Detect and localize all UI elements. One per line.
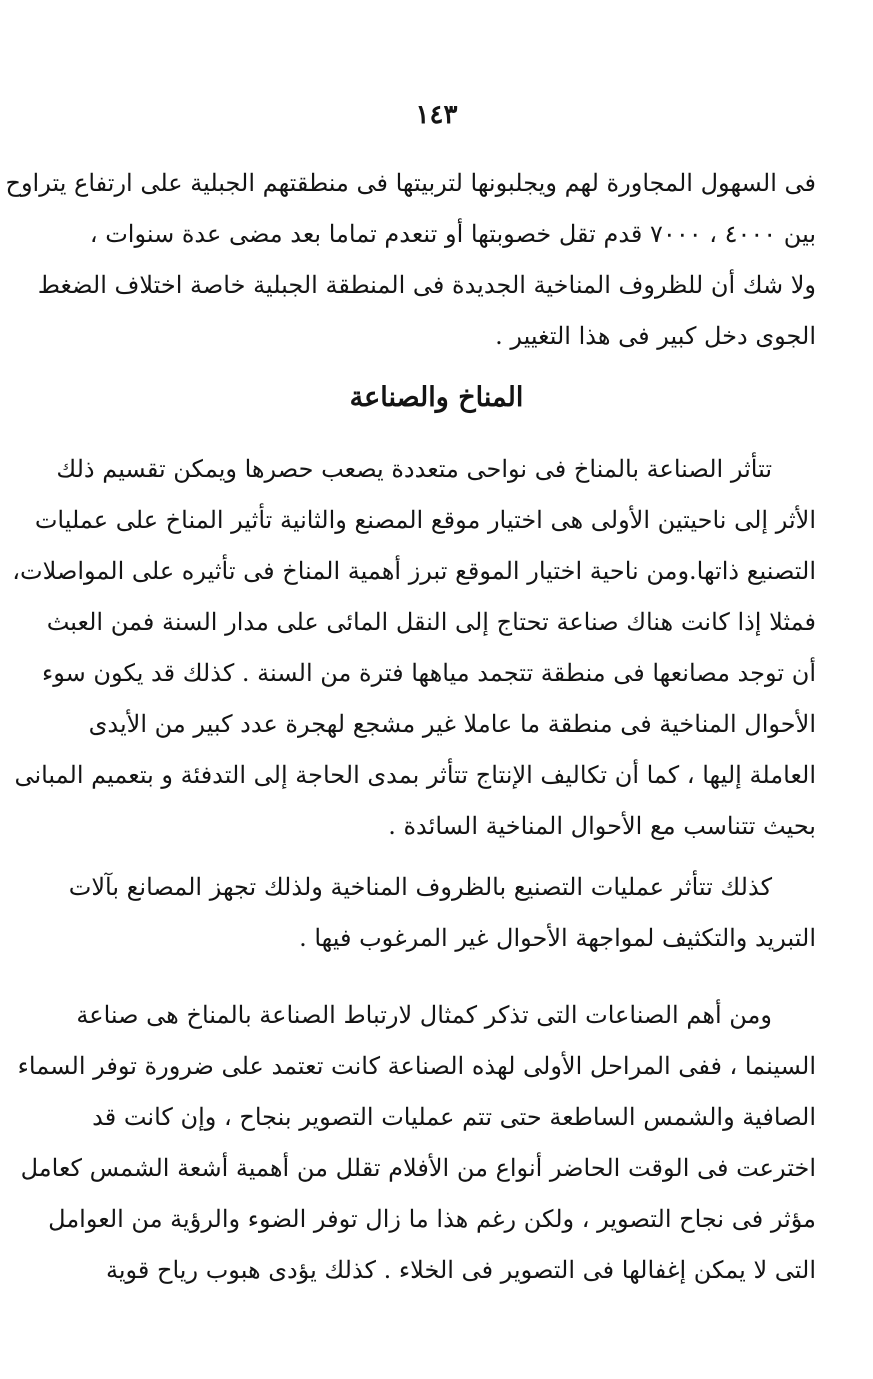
text-line: الأحوال المناخية فى منطقة ما عاملا غير مشجع لهجرة عدد كبير من الأيدى: [88, 710, 816, 738]
text-line: التصنيع ذاتها.ومن ناحية اختيار الموقع تبرز أهمية المناخ فى تأثيره على المواصلات،: [12, 557, 816, 585]
text-line: الصافية والشمس الساطعة حتى تتم عمليات التصوير بنجاح ، وإن كانت قد: [92, 1103, 816, 1131]
paragraph-climate-industry: [12, 444, 816, 852]
paragraph-cinema: [17, 990, 816, 1296]
text-line: أن توجد مصانعها فى منطقة تتجمد مياهها فترة من السنة . كذلك قد يكون سوء: [42, 659, 816, 687]
section-heading: المناخ والصناعة: [349, 382, 524, 413]
page-number: ١٤٣: [415, 100, 458, 130]
text-line: بحيث تتناسب مع الأحوال المناخية السائدة .: [388, 812, 816, 840]
paragraph-manufacturing: [68, 862, 816, 964]
text-line: مؤثر فى نجاح التصوير ، ولكن رغم هذا ما زال توفر الضوء والرؤية من العوامل: [48, 1205, 816, 1233]
text-line: اخترعت فى الوقت الحاضر أنواع من الأفلام تقلل من أهمية أشعة الشمس كعامل: [20, 1154, 816, 1182]
text-line: الجوى دخل كبير فى هذا التغيير .: [495, 322, 816, 350]
intro-paragraph: [5, 158, 816, 362]
text-line: التبريد والتكثيف لمواجهة الأحوال غير المرغوب فيها .: [299, 924, 816, 952]
text-line: فمثلا إذا كانت هناك صناعة تحتاج إلى النقل المائى على مدار السنة فمن العبث: [46, 608, 816, 636]
text-line: التى لا يمكن إغفالها فى التصوير فى الخلاء . كذلك يؤدى هبوب رياح قوية: [105, 1256, 816, 1284]
text-line: فى السهول المجاورة لهم ويجلبونها لتربيتها فى منطقتهم الجبلية على ارتفاع يتراوح: [5, 169, 816, 197]
text-line: تتأثر الصناعة بالمناخ فى نواحى متعددة يصعب حصرها ويمكن تقسيم ذلك: [56, 455, 772, 483]
text-line: ولا شك أن للظروف المناخية الجديدة فى المنطقة الجبلية خاصة اختلاف الضغط: [37, 271, 816, 299]
text-line: بين ٤٠٠٠ ، ٧٠٠٠ قدم تقل خصوبتها أو تنعدم تماما بعد مضى عدة سنوات ،: [89, 220, 816, 248]
text-line: العاملة إليها ، كما أن تكاليف الإنتاج تتأثر بمدى الحاجة إلى التدفئة و بتعميم المبانى: [14, 761, 816, 789]
text-line: ومن أهم الصناعات التى تذكر كمثال لارتباط الصناعة بالمناخ هى صناعة: [76, 1001, 772, 1029]
text-line: الأثر إلى ناحيتين الأولى هى اختيار موقع المصنع والثانية تأثير المناخ على عمليات: [34, 506, 816, 534]
text-line: كذلك تتأثر عمليات التصنيع بالظروف المناخية ولذلك تجهز المصانع بآلات: [68, 873, 772, 901]
text-line: السينما ، ففى المراحل الأولى لهذه الصناعة كانت تعتمد على ضرورة توفر السماء: [17, 1052, 816, 1080]
